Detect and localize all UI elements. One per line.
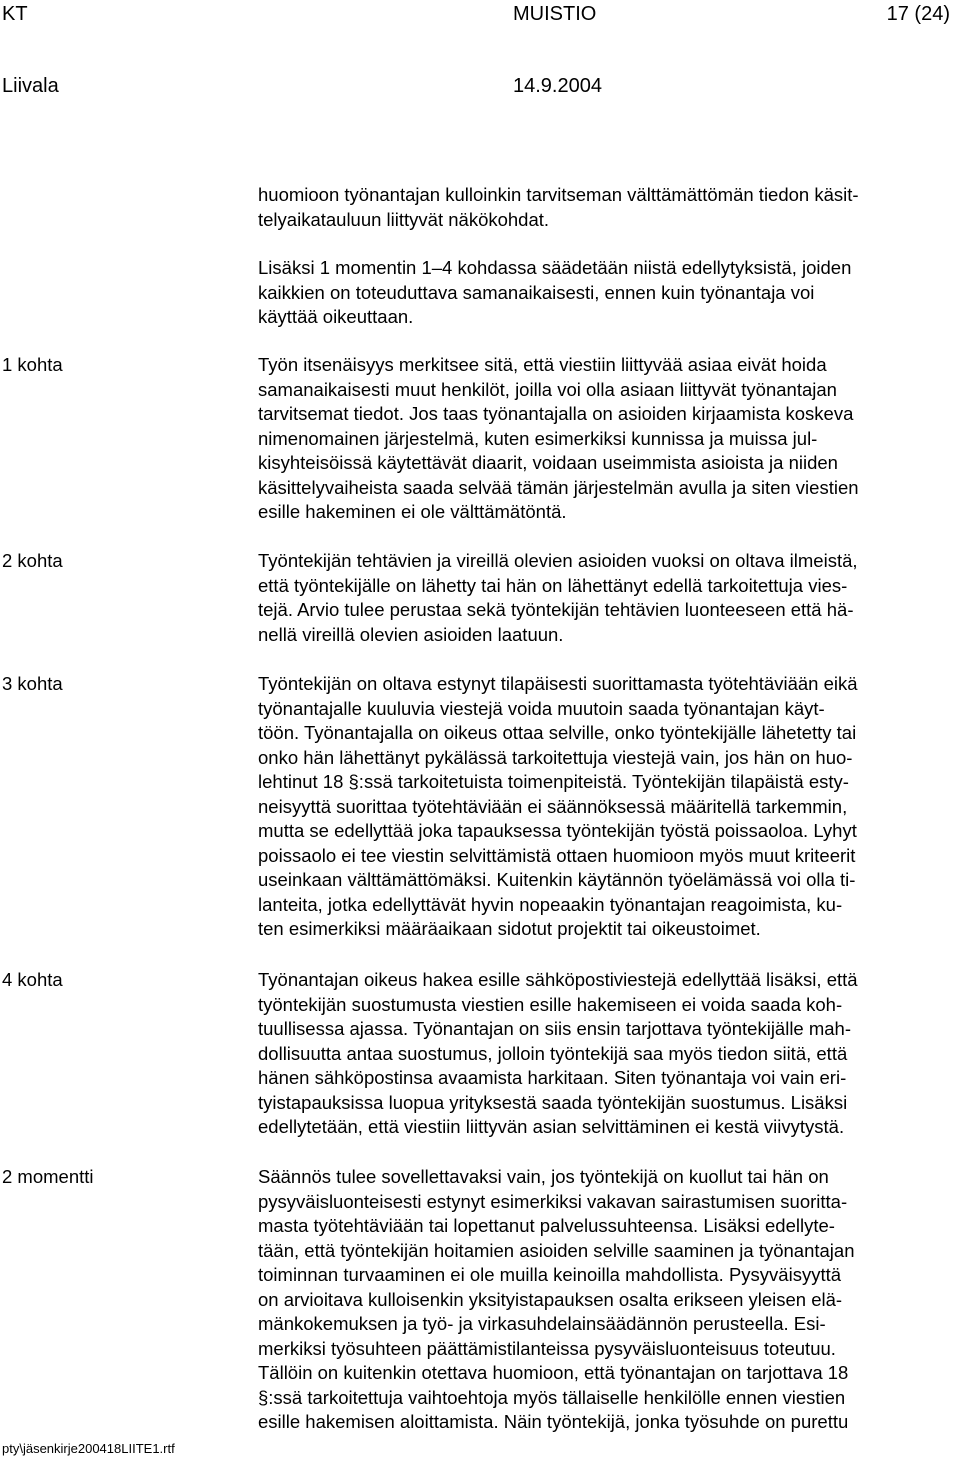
text-line: Lisäksi 1 momentin 1–4 kohdassa säädetään niistä edellytyksistä, joiden — [258, 257, 852, 278]
footer-file-path: pty\jäsenkirje200418LIITE1.rtf — [2, 1441, 175, 1456]
text-line: tään, että työntekijän hoitamien asioiden selville saaminen ja työnantajan — [258, 1239, 855, 1261]
text-line: tyistapauksissa luopua yrityksestä saada työntekijän suostumus. Lisäksi — [258, 1091, 848, 1113]
text-line: useinkaan välttämättömäksi. Kuitenkin käytännön työelämässä voi olla ti- — [258, 869, 856, 891]
text-line: §:ssä tarkoitettuja vaihtoehtoja myös tällaiselle henkilölle ennen viestien — [258, 1386, 846, 1408]
text-line: mutta se edellyttää joka tapauksessa työntekijän työstä poissaoloa. Lyhyt — [258, 820, 857, 842]
section-label: 2 momentti — [2, 1166, 94, 1187]
text-line: poissaolo ei tee viestin selvittämistä ottaen huomioon myös muut kriteerit — [258, 844, 856, 866]
text-line: toiminnan turvaaminen ei ole muilla keinoilla mahdollista. Pysyväisyyttä — [258, 1264, 842, 1286]
text-line: telyaikatauluun liittyvät näkökohdat. — [258, 208, 550, 230]
org-abbreviation: KT — [2, 3, 28, 25]
text-line: nellä vireillä olevien asioiden laatuun. — [258, 623, 564, 645]
text-line: Työntekijän on oltava estynyt tilapäisesti suorittamasta työtehtäviään eikä — [258, 673, 858, 694]
text-line: käyttää oikeuttaan. — [258, 306, 414, 328]
section-label: 4 kohta — [2, 969, 63, 990]
text-line: nimenomainen järjestelmä, kuten esimerkiksi kunnissa ja muissa jul- — [258, 427, 818, 449]
text-line: pysyväisluonteisesti estynyt esimerkiksi vakavan sairastumisen suoritta- — [258, 1190, 848, 1212]
text-line: lanteita, jotka edellyttävät hyvin nopeaakin työnantajan reagoimista, ku- — [258, 893, 843, 915]
section-body — [258, 549, 958, 647]
document-subheader — [0, 74, 960, 104]
section-label: 2 kohta — [2, 550, 63, 571]
section-body — [258, 1165, 958, 1435]
text-line: tuullisessa ajassa. Työnantajan on siis ensin tarjottava työntekijälle mah- — [258, 1018, 852, 1040]
text-line: dollisuutta antaa suostumus, jolloin työntekijä saa myös tiedon siitä, että — [258, 1042, 848, 1064]
text-line: masta työtehtäviään tai lopettanut palvelussuhteensa. Lisäksi edellyte- — [258, 1215, 835, 1237]
text-line: Tällöin on kuitenkin otettava huomioon, että työnantajan on tarjottava 18 — [258, 1362, 849, 1384]
document-header — [0, 2, 960, 32]
section-label: 3 kohta — [2, 673, 63, 694]
text-line: kaikkien on toteuduttava samanaikaisesti, ennen kuin työnantaja voi — [258, 281, 815, 303]
text-line: käsittelyvaiheista saada selvää tämän järjestelmän avulla ja siten viestien — [258, 476, 859, 498]
text-line: työnantajalle kuuluvia viestejä voida muutoin saada työnantajan käyt- — [258, 697, 825, 719]
section-body — [258, 672, 958, 942]
text-line: esille hakemisen aloittamista. Näin työntekijä, jonka työsuhde on purettu — [258, 1411, 849, 1433]
text-line: mänkokemuksen ja työ- ja virkasuhdelainsäädännön perusteella. Esi- — [258, 1313, 826, 1335]
text-line: lehtinut 18 §:ssä tarkoitetuista toimenpiteistä. Työntekijän tilapäistä esty- — [258, 771, 849, 793]
text-line: kisyhteisöissä käytettävät diaarit, voidaan useimmista asioista ja niiden — [258, 452, 838, 474]
section-body — [258, 353, 958, 525]
text-line: huomioon työnantajan kulloinkin tarvitseman välttämättömän tiedon käsit- — [258, 184, 859, 205]
text-line: Työntekijän tehtävien ja vireillä olevien asioiden vuoksi on oltava ilmeistä, — [258, 550, 858, 571]
text-line: edellytetään, että viestiin liittyvän asian selvittäminen ei kestä viivytystä. — [258, 1116, 845, 1138]
attachment-label: Liivala — [2, 75, 59, 97]
text-line: Työn itsenäisyys merkitsee sitä, että viestiin liittyvää asiaa eivät hoida — [258, 354, 827, 375]
text-line: tarvitsemat tiedot. Jos taas työnantajalla on asioiden kirjaamista koskeva — [258, 403, 854, 425]
section-body — [258, 968, 958, 1140]
text-line: Työnantajan oikeus hakea esille sähköpostiviestejä edellyttää lisäksi, että — [258, 969, 858, 990]
section-label: 1 kohta — [2, 354, 63, 375]
text-line: töön. Työnantajalla on oikeus ottaa selville, onko työntekijälle lähetetty tai — [258, 722, 857, 744]
text-line: samanaikaisesti muut henkilöt, joilla voi olla asiaan liittyvät työnantajan — [258, 378, 837, 400]
text-line: tejä. Arvio tulee perustaa sekä työntekijän tehtävien luonteeseen että hä- — [258, 599, 854, 621]
text-line: on arvioitava kulloisenkin yksityistapauksen osalta erikseen yleisen elä- — [258, 1288, 843, 1310]
text-line: ten esimerkiksi määräaikaan sidotut projektit tai oikeustoimet. — [258, 918, 761, 940]
page-number: 17 (24) — [886, 3, 950, 25]
text-line: työntekijän suostumusta viestien esille hakemiseen ei voida saada koh- — [258, 993, 843, 1015]
text-line: neisyyttä suorittaa työtehtäviään ei säännöksessä määritellä tarkemmin, — [258, 795, 848, 817]
text-line: esille hakeminen ei ole välttämätöntä. — [258, 501, 567, 523]
text-line: onko hän lähettänyt pykälässä tarkoitettuja viestejä vain, jos hän on huo- — [258, 746, 853, 768]
text-line: että työntekijälle on lähetty tai hän on lähettänyt edellä tarkoitettuja vies- — [258, 574, 848, 596]
document-date: 14.9.2004 — [513, 75, 602, 97]
text-line: hänen sähköpostinsa avaamista harkitaan. Siten työnantaja voi vain eri- — [258, 1067, 847, 1089]
document-type: MUISTIO — [513, 3, 597, 25]
text-line: merkiksi työsuhteen päättämistilanteissa pysyväisluonteisuus toteutuu. — [258, 1337, 836, 1359]
text-line: Säännös tulee sovellettavaksi vain, jos työntekijä on kuollut tai hän on — [258, 1166, 829, 1187]
